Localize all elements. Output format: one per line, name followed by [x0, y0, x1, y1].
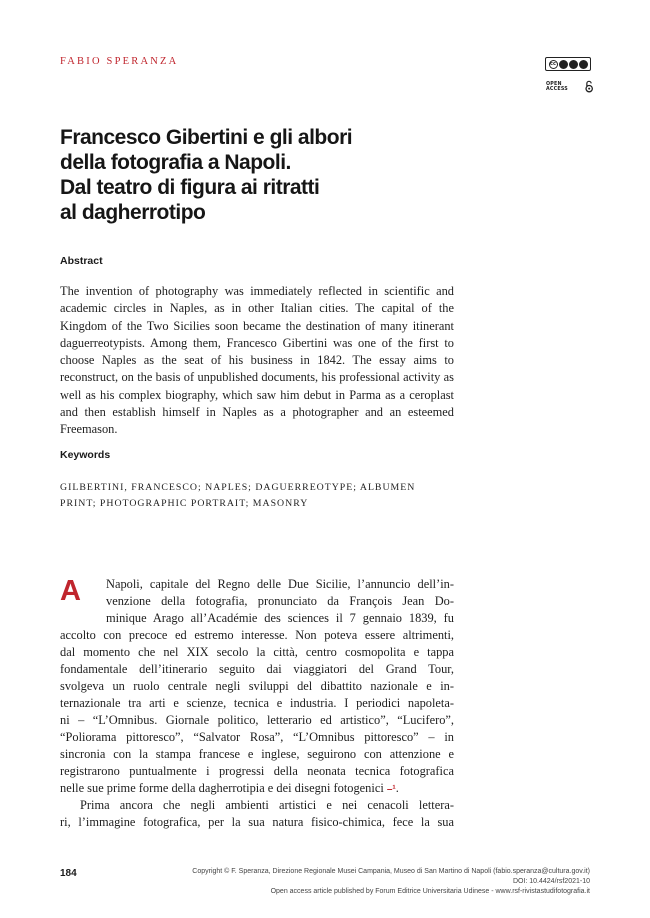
author-name: FABIO SPERANZA — [60, 56, 179, 67]
body-line: sincronia con la stampa francese e inglese, seguirono con attenzione e — [60, 747, 454, 761]
nd-icon — [579, 60, 588, 69]
title-line: Francesco Gibertini e gli albori — [60, 126, 353, 149]
body-line-text: nelle sue prime forme della dagherrotipia e dei disegni fotogenici — [60, 781, 384, 795]
body-line: minique Arago all’Académie des sciences il 7 gennaio 1839, fu — [106, 611, 454, 625]
body-line: “Poliorama pittoresco”, “Salvator Rosa”, “L’Omnibus pittoresco” – in — [60, 730, 454, 744]
keywords-line: GILBERTINI, FRANCESCO; NAPLES; DAGUERREOTYPE; ALBUMEN — [60, 482, 416, 493]
doi-line[interactable]: DOI: 10.4424/rsf2021-10 — [512, 878, 590, 885]
body-line: dal momento che nel XIX secolo la città, centro cosmopolita e tappa — [60, 645, 454, 659]
cc-license-icon — [545, 57, 591, 71]
footnote-ref-1[interactable]: –¹ — [386, 784, 396, 795]
article-title — [60, 125, 480, 225]
keywords-heading: Keywords — [60, 449, 111, 461]
abstract-heading: Abstract — [60, 255, 103, 267]
drop-cap: A — [60, 575, 81, 607]
body-line: venzione della fotografia, pronunciato da François Jean Do- — [106, 594, 454, 608]
title-line: al dagherrotipo — [60, 201, 206, 224]
open-access-lock-icon — [585, 80, 593, 93]
body-line: Prima ancora che negli ambienti artistici e nei cenacoli lettera- — [80, 798, 454, 812]
body-line: svolgeva un ruolo centrale negli sviluppi del dibattito nazionale e in- — [60, 679, 454, 693]
body-line: Napoli, capitale del Regno delle Due Sicilie, l’annuncio dell’in- — [106, 577, 454, 591]
abstract-text: The invention of photography was immediately reflected in scientific and academic circles in Naples, as in other Italian cities. The capital of the Kingdom of the Two Sicilies soon became the destination of many itinerant daguerreotypists. Among them, Francesco Gibertini was one of the first to choose Naples as the seat of his business in 1842. The essay aims to reconstruct, on the basis of unpublished documents, his professional activity as well as his complex biography, which saw him debut in Parma as a ceroplast and then establish himself in Naples as a photographer and an esteemed Freemason. — [60, 284, 454, 437]
keywords-list — [60, 480, 454, 512]
title-line: Dal teatro di figura ai ritratti — [60, 176, 320, 199]
body-line: ri, l’immagine fotografica, per la sua natura fisico-chimica, fece la sua — [60, 815, 454, 829]
page-number: 184 — [60, 868, 77, 879]
nc-icon — [569, 60, 578, 69]
open-access — [546, 80, 593, 93]
body-line-last-para — [60, 780, 399, 797]
sentence-terminator: . — [395, 781, 399, 795]
copyright-line: Copyright © F. Speranza, Direzione Regionale Musei Campania, Museo di San Martino di Napoli (fabio.speranza@cultura.gov.it) — [192, 868, 590, 875]
publisher-line: Open access article published by Forum Editrice Universitaria Udinese - www.rsf-rivistastudifotografia.it — [270, 888, 590, 895]
keywords-line: PRINT; PHOTOGRAPHIC PORTRAIT; MASONRY — [60, 498, 309, 509]
title-line: della fotografia a Napoli. — [60, 151, 291, 174]
license-badge[interactable] — [545, 57, 593, 93]
body-line: ni – “L’Omnibus. Giornale politico, letterario ed artistico”, “Lucifero”, — [60, 713, 454, 727]
body-line: ternazionale tra arti e scienze, tecnica e industria. I periodici napoleta- — [60, 696, 454, 710]
body-line: fondamentale dell’itinerario seguito dai viaggiatori del Grand Tour, — [60, 662, 454, 676]
body-line: accolto con precoce ed estremo interesse. Non poteva essere altrimenti, — [60, 628, 454, 642]
open-access-label: OPEN ACCESS — [546, 81, 568, 92]
by-icon — [559, 60, 568, 69]
body-line: registrarono puntualmente i progressi della neonata tecnica fotografica — [60, 764, 454, 778]
cc-icon: cc — [550, 60, 556, 67]
